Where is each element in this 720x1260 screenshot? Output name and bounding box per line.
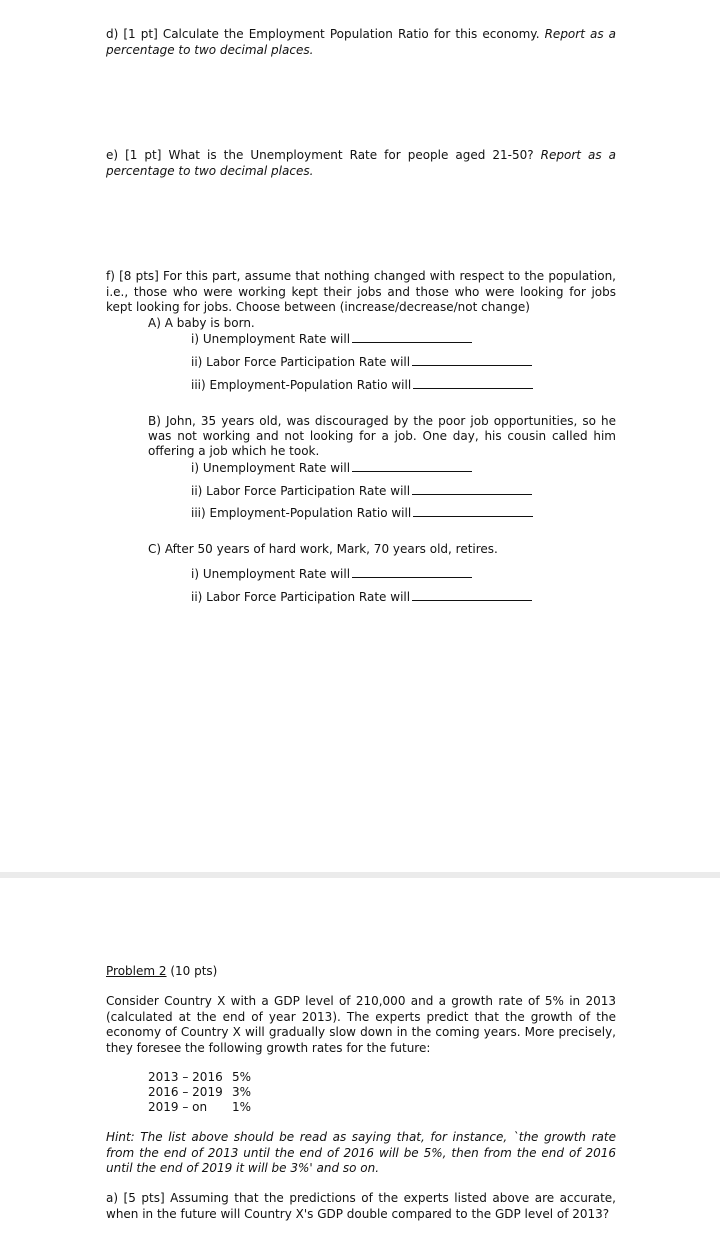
scenario-c-item-2 [191,588,532,605]
question-e-label: e) [1 pt] What is the Unemployment Rate for people aged 21-50? [106,148,541,162]
scenario-c-item-1 [191,565,472,582]
problem-2-part-a: a) [5 pts] Assuming that the predictions of the experts listed above are accurate, when in the future will Country X's GDP double compared to the GDP level of 2013? [106,1191,616,1221]
question-d-instruction: Report as a percentage to two decimal places. [106,27,617,57]
rate-period: 2016 – 2019 [148,1085,223,1099]
scenario-c-text: C) After 50 years of hard work, Mark, 70 years old, retires. [148,542,498,556]
growth-rate-list [148,1070,251,1115]
scenario-a-text: A) A baby is born. [148,316,255,330]
question-e [106,148,616,179]
answer-blank[interactable] [412,482,532,495]
scenario-b-item-2-label: ii) Labor Force Participation Rate will [191,484,411,498]
rate-value: 1% [232,1100,252,1114]
answer-blank[interactable] [412,353,532,366]
scenario-b-item-2 [191,482,532,499]
problem-2-hint: Hint: The list above should be read as saying that, for instance, `the growth rate from the end of 2013 until the end of 2016 will be 5%, then from the end of 2016 until the end of 2019 it will be 3%' and so on. [106,1130,616,1175]
question-f-intro: f) [8 pts] For this part, assume that nothing changed with respect to the population, i.e., those who were working kept their jobs and those who were looking for jobs kept looking for jobs. Choose between (increase/decrease/not change) [106,269,616,314]
growth-rate-row [148,1070,251,1085]
growth-rate-row [148,1100,251,1115]
problem-2-heading [106,964,616,980]
answer-blank[interactable] [413,504,533,517]
rate-value: 3% [232,1085,252,1099]
scenario-b-item-3-label: iii) Employment-Population Ratio will [191,506,412,520]
scenario-c-item-1-label: i) Unemployment Rate will [191,567,351,581]
problem-2-title: Problem 2 [106,964,167,978]
answer-blank[interactable] [352,565,472,578]
rate-period: 2019 – on [148,1100,208,1114]
scenario-a-item-2 [191,353,532,370]
scenario-a-item-2-label: ii) Labor Force Participation Rate will [191,355,411,369]
answer-blank[interactable] [352,330,472,343]
scenario-a-item-1 [191,330,472,347]
scenario-a-item-3-label: iii) Employment-Population Ratio will [191,378,412,392]
answer-blank[interactable] [352,459,472,472]
question-d-label: d) [1 pt] Calculate the Employment Population Ratio for this economy. [106,27,545,41]
problem-2-points: (10 pts) [166,964,218,978]
scenario-b-item-1 [191,459,472,476]
rate-value: 5% [232,1070,252,1084]
problem-2-intro: Consider Country X with a GDP level of 210,000 and a growth rate of 5% in 2013 (calculated at the end of year 2013). The experts predict that the growth of the economy of Country X will gradually slow down in the coming years. More precisely, they foresee the following growth rates for the future: [106,994,616,1055]
rate-period: 2013 – 2016 [148,1070,223,1084]
question-d [106,27,616,58]
answer-blank[interactable] [413,376,533,389]
scenario-a-item-1-label: i) Unemployment Rate will [191,332,351,346]
scenario-b-text: B) John, 35 years old, was discouraged by the poor job opportunities, so he was not working and not looking for a job. One day, his cousin called him offering a job which he took. [148,414,616,458]
growth-rate-row [148,1085,251,1100]
scenario-b-item-1-label: i) Unemployment Rate will [191,461,351,475]
answer-blank[interactable] [412,588,532,601]
scenario-b-item-3 [191,504,533,521]
question-e-instruction: Report as a percentage to two decimal places. [106,148,617,178]
scenario-c-item-2-label: ii) Labor Force Participation Rate will [191,590,411,604]
scenario-a-item-3 [191,376,533,393]
